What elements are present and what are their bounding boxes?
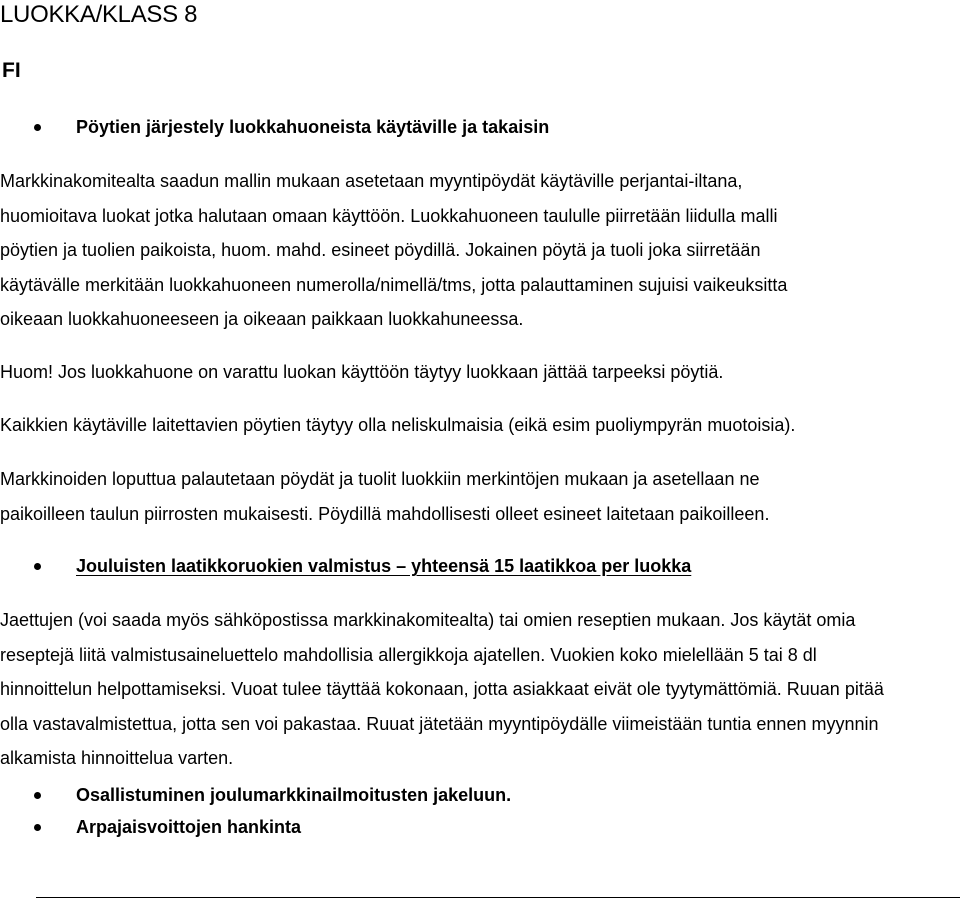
paragraph-line: Markkinakomitealta saadun mallin mukaan asetetaan myyntipöydät käytäville perjantai-iltana, <box>0 171 743 191</box>
paragraph-table-shape <box>0 408 960 443</box>
paragraph-line: Jaettujen (voi saada myös sähköpostissa markkinakomitealta) tai omien reseptien mukaan. Jos käytät omia <box>0 610 856 630</box>
paragraph-line: Markkinoiden loputtua palautetaan pöydät ja tuolit luokkiin merkintöjen mukaan ja asetellaan ne <box>0 469 760 489</box>
bullet-icon <box>34 792 41 799</box>
language-label: FI <box>2 59 21 82</box>
document-title: LUOKKA/KLASS 8 <box>0 1 198 28</box>
paragraph-casserole-instructions <box>0 603 960 776</box>
paragraph-line: oikeaan luokkahuoneeseen ja oikeaan paikkaan luokkahuneessa. <box>0 309 524 329</box>
section-heading-table-arrangement <box>34 115 549 139</box>
paragraph-line: olla vastavalmistettua, jotta sen voi pakastaa. Ruuat jätetään myyntipöydälle viimeistään tuntia ennen myynnin <box>0 713 879 734</box>
paragraph-line: huomioitava luokat jotka halutaan omaan käyttöön. Luokkahuoneen taululle piirretään liidulla malli <box>0 205 778 226</box>
paragraph-line: Huom! Jos luokkahuone on varattu luokan käyttöön täytyy luokkaan jättää tarpeeksi pöytiä. <box>0 362 724 382</box>
paragraph-line: pöytien ja tuolien paikoista, huom. mahd. esineet pöydillä. Jokainen pöytä ja tuoli joka siirretään <box>0 240 761 260</box>
paragraph-line: alkamista hinnoittelua varten. <box>0 748 234 768</box>
section-heading-casseroles <box>34 554 691 578</box>
section-heading-text: Pöytien järjestely luokkahuoneista käytäville ja takaisin <box>76 117 550 137</box>
section-heading-lottery-prizes <box>34 815 301 839</box>
paragraph-table-return <box>0 462 960 531</box>
footer-divider <box>36 897 960 898</box>
paragraph-line: paikoilleen taulun piirrosten mukaisesti. Pöydillä mahdollisesti olleet esineet laitetaan paikoilleen. <box>0 503 770 524</box>
section-heading-text: Arpajaisvoittojen hankinta <box>76 817 302 837</box>
paragraph-line: reseptejä liitä valmistusaineluettelo mahdollisia allergikkoja ajatellen. Vuokien koko mielellään 5 tai 8 dl <box>0 644 817 665</box>
section-heading-text: Jouluisten laatikkoruokien valmistus – yhteensä 15 laatikkoa per luokka <box>76 556 692 576</box>
section-heading-flyers <box>34 783 511 807</box>
paragraph-line: käytävälle merkitään luokkahuoneen numerolla/nimellä/tms, jotta palauttaminen sujuisi vaikeuksitta <box>0 274 788 295</box>
bullet-icon <box>34 824 41 831</box>
bullet-icon <box>34 124 41 131</box>
paragraph-line: hinnoittelun helpottamiseksi. Vuoat tulee täyttää kokonaan, jotta asiakkaat eivät ole tyytymättömiä. Ruuan pitää <box>0 679 884 699</box>
paragraph-table-instructions <box>0 164 960 337</box>
section-heading-text: Osallistuminen joulumarkkinailmoitusten jakeluun. <box>76 785 512 805</box>
paragraph-note <box>0 355 960 390</box>
bullet-icon <box>34 563 41 570</box>
paragraph-line: Kaikkien käytäville laitettavien pöytien täytyy olla neliskulmaisia (eikä esim puoliympyrän muotoisia). <box>0 415 796 435</box>
